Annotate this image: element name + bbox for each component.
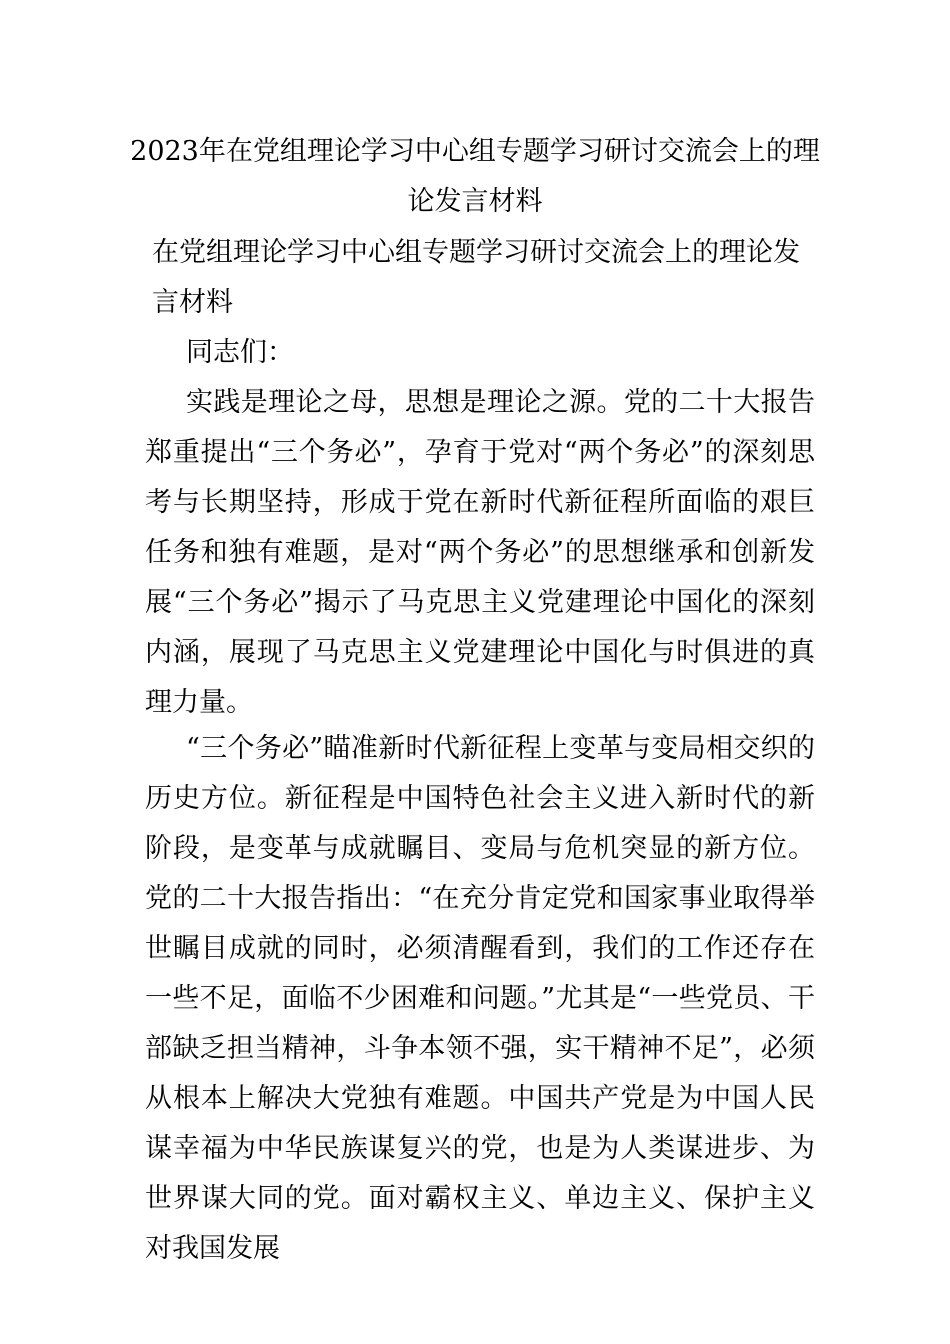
body-paragraph-1: 实践是理论之母，思想是理论之源。党的二十大报告郑重提出“三个务必”，孕育于党对“两个务必”的深刻思考与长期坚持，形成于党在新时代新征程所面临的艰巨任务和独有难题，是对“两个务必”的思想继承和创新发展“三个务必”揭示了马克思主义党建理论中国化的深刻内涵，展现了马克思主义党建理论中国化与时俱进的真理力量。 <box>145 387 815 718</box>
greeting: 同志们： <box>186 337 294 368</box>
body-paragraph-2: “三个务必”瞄准新时代新征程上变革与变局相交织的历史方位。新征程是中国特色社会主义进入新时代的新阶段，是变革与成就瞩目、变局与危机突显的新方位。党的二十大报告指出：“在充分肯定党和国家事业取得举世瞩目成就的同时，必须清醒看到，我们的工作还存在一些不足，面临不少困难和问题。”尤其是“一些党员、干部缺乏担当精神，斗争本领不强，实干精神不足”，必须从根本上解决大党独有难题。中国共产党是为中国人民谋幸福为中华民族谋复兴的党，也是为人类谋进步、为世界谋大同的党。面对霸权主义、单边主义、保护主义对我国发展 <box>145 733 815 1264</box>
document-title-line-2: 论发言材料 <box>407 186 543 217</box>
document-title-line-1: 2023年在党组理论学习中心组专题学习研讨交流会上的理 <box>130 136 820 167</box>
document-subtitle: 在党组理论学习中心组专题学习研讨交流会上的理论发言材料 <box>152 237 800 318</box>
